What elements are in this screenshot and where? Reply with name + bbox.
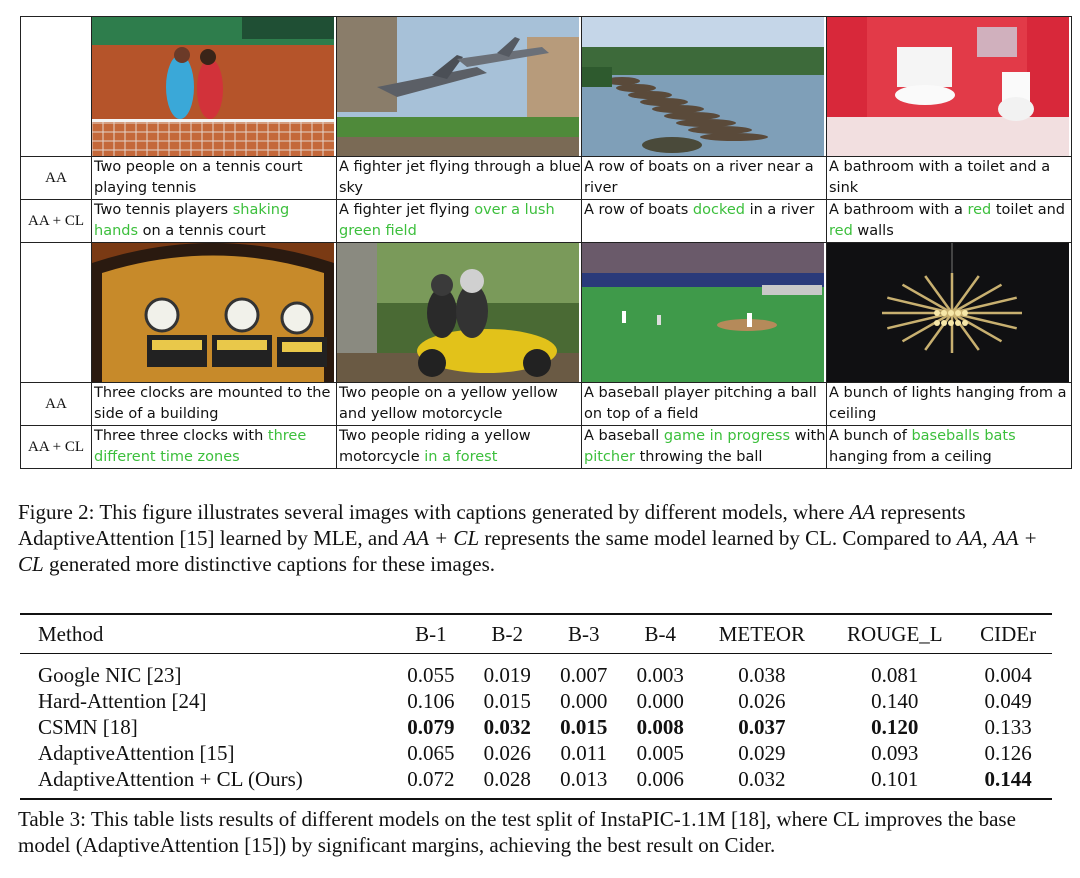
caption-text: A row of boats on a river near a river bbox=[584, 159, 814, 196]
metric-value: 0.008 bbox=[636, 714, 684, 739]
column-header-metric: B-4 bbox=[644, 621, 676, 646]
distinctive-phrase: three different time zones bbox=[94, 428, 307, 465]
figure-image-cell bbox=[827, 243, 1072, 383]
column-header-metric: METEOR bbox=[718, 621, 806, 646]
distinctive-phrase: docked bbox=[692, 202, 745, 218]
generated-caption bbox=[827, 157, 1072, 200]
model-label: AA bbox=[21, 383, 92, 426]
figure-image-cell bbox=[92, 243, 337, 383]
caption-text: on a tennis court bbox=[138, 223, 266, 239]
generated-caption bbox=[582, 200, 827, 243]
column-header-metric: ROUGE_L bbox=[846, 621, 943, 646]
table-row bbox=[20, 714, 1052, 740]
metric-value: 0.005 bbox=[636, 740, 684, 765]
figure-image-cell bbox=[582, 243, 827, 383]
metric-value: 0.120 bbox=[871, 714, 919, 739]
distinctive-phrase: game in progress bbox=[663, 428, 791, 444]
metric-value: 0.032 bbox=[483, 714, 531, 739]
row-label-blank bbox=[21, 243, 92, 383]
caption-text: This figure illustrates several images with captions generated by different models, where bbox=[99, 500, 850, 524]
metric-value: 0.003 bbox=[636, 662, 684, 687]
station-clocks-photo bbox=[92, 243, 336, 382]
caption-model-name: AA bbox=[956, 526, 983, 550]
distinctive-phrase: pitcher bbox=[584, 449, 635, 465]
caption-model-name: AA + CL bbox=[403, 526, 480, 550]
metric-value: 0.015 bbox=[483, 688, 531, 713]
figure-caption-label: Figure 2: bbox=[18, 500, 95, 524]
metric-value: 0.006 bbox=[636, 766, 684, 791]
generated-caption bbox=[582, 426, 827, 469]
caption-model-name: AA bbox=[849, 500, 876, 524]
model-label: AA + CL bbox=[21, 426, 92, 469]
metric-value: 0.093 bbox=[871, 740, 919, 765]
generated-caption bbox=[827, 426, 1072, 469]
caption-text: toilet and bbox=[991, 202, 1065, 218]
figure-image-cell bbox=[337, 243, 582, 383]
tennis-players-photo bbox=[92, 17, 336, 156]
metric-value: 0.079 bbox=[407, 714, 455, 739]
metric-value: 0.029 bbox=[738, 740, 786, 765]
caption-text: Three three clocks with bbox=[94, 428, 268, 444]
metric-value: 0.081 bbox=[871, 662, 919, 687]
metric-value: 0.038 bbox=[738, 662, 786, 687]
method-name: Hard-Attention [24] bbox=[38, 688, 207, 713]
figure-caption-row bbox=[21, 426, 1072, 469]
fighter-jets-photo bbox=[337, 17, 581, 156]
metric-value: 0.049 bbox=[984, 688, 1032, 713]
generated-caption bbox=[92, 383, 337, 426]
table-caption-text: This table lists results of different models on the test split of InstaPIC-1.1M [18], where CL improves the base model (AdaptiveAttention [15]) by significant margins, achieving the best result on Cider. bbox=[18, 807, 1016, 857]
caption-text: represents the same model learned by CL. Compared to bbox=[479, 526, 957, 550]
generated-caption bbox=[337, 157, 582, 200]
model-label: AA bbox=[21, 157, 92, 200]
figure-image-cell bbox=[827, 17, 1072, 157]
caption-text: Two people on a yellow yellow and yellow motorcycle bbox=[339, 385, 558, 422]
method-name: CSMN [18] bbox=[38, 714, 138, 739]
generated-caption bbox=[92, 200, 337, 243]
metric-value: 0.004 bbox=[984, 662, 1032, 687]
figure-caption-text bbox=[18, 500, 1038, 576]
generated-caption bbox=[827, 383, 1072, 426]
caption-text: A baseball bbox=[584, 428, 664, 444]
metric-value: 0.026 bbox=[738, 688, 786, 713]
figure-image-row bbox=[21, 17, 1072, 157]
generated-caption bbox=[337, 200, 582, 243]
river-boats-photo bbox=[582, 17, 826, 156]
distinctive-phrase: red bbox=[967, 202, 992, 218]
caption-text: in a river bbox=[744, 202, 815, 218]
generated-caption bbox=[582, 383, 827, 426]
distinctive-phrase: baseballs bats bbox=[911, 428, 1016, 444]
figure-image-cell bbox=[92, 17, 337, 157]
column-header-metric: B-2 bbox=[491, 621, 524, 646]
caption-text: throwing the ball bbox=[634, 449, 763, 465]
metric-value: 0.101 bbox=[871, 766, 919, 791]
caption-text: hanging from a ceiling bbox=[829, 449, 992, 465]
metric-value: 0.026 bbox=[483, 740, 531, 765]
metric-value: 0.055 bbox=[407, 662, 455, 687]
figure-caption bbox=[18, 499, 1066, 577]
generated-caption bbox=[582, 157, 827, 200]
red-bathroom-photo bbox=[827, 17, 1071, 156]
generated-caption bbox=[92, 426, 337, 469]
caption-text: A fighter jet flying through a blue sky bbox=[339, 159, 581, 196]
caption-text: A bathroom with a bbox=[829, 202, 968, 218]
generated-caption bbox=[337, 426, 582, 469]
caption-text: , bbox=[982, 526, 993, 550]
metric-value: 0.037 bbox=[738, 714, 786, 739]
motorcycle-riders-photo bbox=[337, 243, 581, 382]
caption-text: Three clocks are mounted to the side of a building bbox=[94, 385, 331, 422]
caption-text: A bunch of lights hanging from a ceiling bbox=[829, 385, 1067, 422]
figure-image-row bbox=[21, 243, 1072, 383]
metric-value: 0.072 bbox=[407, 766, 455, 791]
distinctive-phrase: red bbox=[829, 223, 853, 239]
figure-caption-row bbox=[21, 200, 1072, 243]
metric-value: 0.019 bbox=[483, 662, 531, 687]
distinctive-phrase: shaking hands bbox=[94, 202, 290, 239]
caption-text: with bbox=[790, 428, 826, 444]
caption-text: generated more distinctive captions for these images. bbox=[43, 552, 496, 576]
generated-caption bbox=[337, 383, 582, 426]
figure-image-cell bbox=[337, 17, 582, 157]
caption-text: Two people on a tennis court playing tennis bbox=[94, 159, 303, 196]
caption-text: walls bbox=[852, 223, 894, 239]
caption-text: A baseball player pitching a ball on top of a field bbox=[584, 385, 817, 422]
method-name: AdaptiveAttention [15] bbox=[38, 740, 235, 765]
column-header-method: Method bbox=[38, 621, 104, 646]
table-row bbox=[20, 766, 1052, 799]
column-header-metric: B-3 bbox=[568, 621, 600, 646]
table-row bbox=[20, 740, 1052, 766]
caption-comparison-figure bbox=[20, 16, 1072, 469]
metric-value: 0.011 bbox=[560, 740, 607, 765]
generated-caption bbox=[92, 157, 337, 200]
results-table bbox=[20, 613, 1052, 800]
distinctive-phrase: in a forest bbox=[424, 449, 498, 465]
metric-value: 0.126 bbox=[984, 740, 1032, 765]
row-label-blank bbox=[21, 17, 92, 157]
figure-caption-row bbox=[21, 383, 1072, 426]
model-label: AA + CL bbox=[21, 200, 92, 243]
metric-value: 0.106 bbox=[407, 688, 455, 713]
table-row bbox=[20, 654, 1052, 689]
chandelier-photo bbox=[827, 243, 1071, 382]
figure-image-cell bbox=[582, 17, 827, 157]
caption-text: A row of boats bbox=[584, 202, 693, 218]
metric-value: 0.065 bbox=[407, 740, 455, 765]
table-caption-label: Table 3: bbox=[18, 807, 86, 831]
metric-value: 0.144 bbox=[984, 766, 1032, 791]
caption-text: Two people riding a yellow motorcycle bbox=[339, 428, 531, 465]
caption-model-name: AA + CL bbox=[18, 526, 1038, 576]
caption-text: Two tennis players bbox=[94, 202, 233, 218]
metric-value: 0.007 bbox=[560, 662, 608, 687]
caption-text: represents AdaptiveAttention [15] learned by MLE, and bbox=[18, 500, 966, 550]
metric-value: 0.000 bbox=[560, 688, 608, 713]
method-name: Google NIC [23] bbox=[38, 662, 182, 687]
table-row bbox=[20, 688, 1052, 714]
metric-value: 0.032 bbox=[738, 766, 786, 791]
metric-value: 0.133 bbox=[984, 714, 1032, 739]
caption-text: A fighter jet flying bbox=[339, 202, 475, 218]
metric-value: 0.140 bbox=[871, 688, 919, 713]
baseball-field-photo bbox=[582, 243, 826, 382]
metric-value: 0.000 bbox=[636, 688, 684, 713]
generated-caption bbox=[827, 200, 1072, 243]
column-header-metric: B-1 bbox=[415, 621, 447, 646]
table-caption bbox=[18, 806, 1066, 858]
metric-value: 0.015 bbox=[560, 714, 608, 739]
results-header-row bbox=[20, 614, 1052, 654]
caption-text: A bathroom with a toilet and a sink bbox=[829, 159, 1051, 196]
metric-value: 0.013 bbox=[560, 766, 608, 791]
method-name: AdaptiveAttention + CL (Ours) bbox=[38, 766, 303, 791]
column-header-metric: CIDEr bbox=[980, 621, 1037, 646]
figure-caption-row bbox=[21, 157, 1072, 200]
distinctive-phrase: over a lush green field bbox=[339, 202, 555, 239]
metric-value: 0.028 bbox=[483, 766, 531, 791]
caption-text: A bunch of bbox=[829, 428, 912, 444]
